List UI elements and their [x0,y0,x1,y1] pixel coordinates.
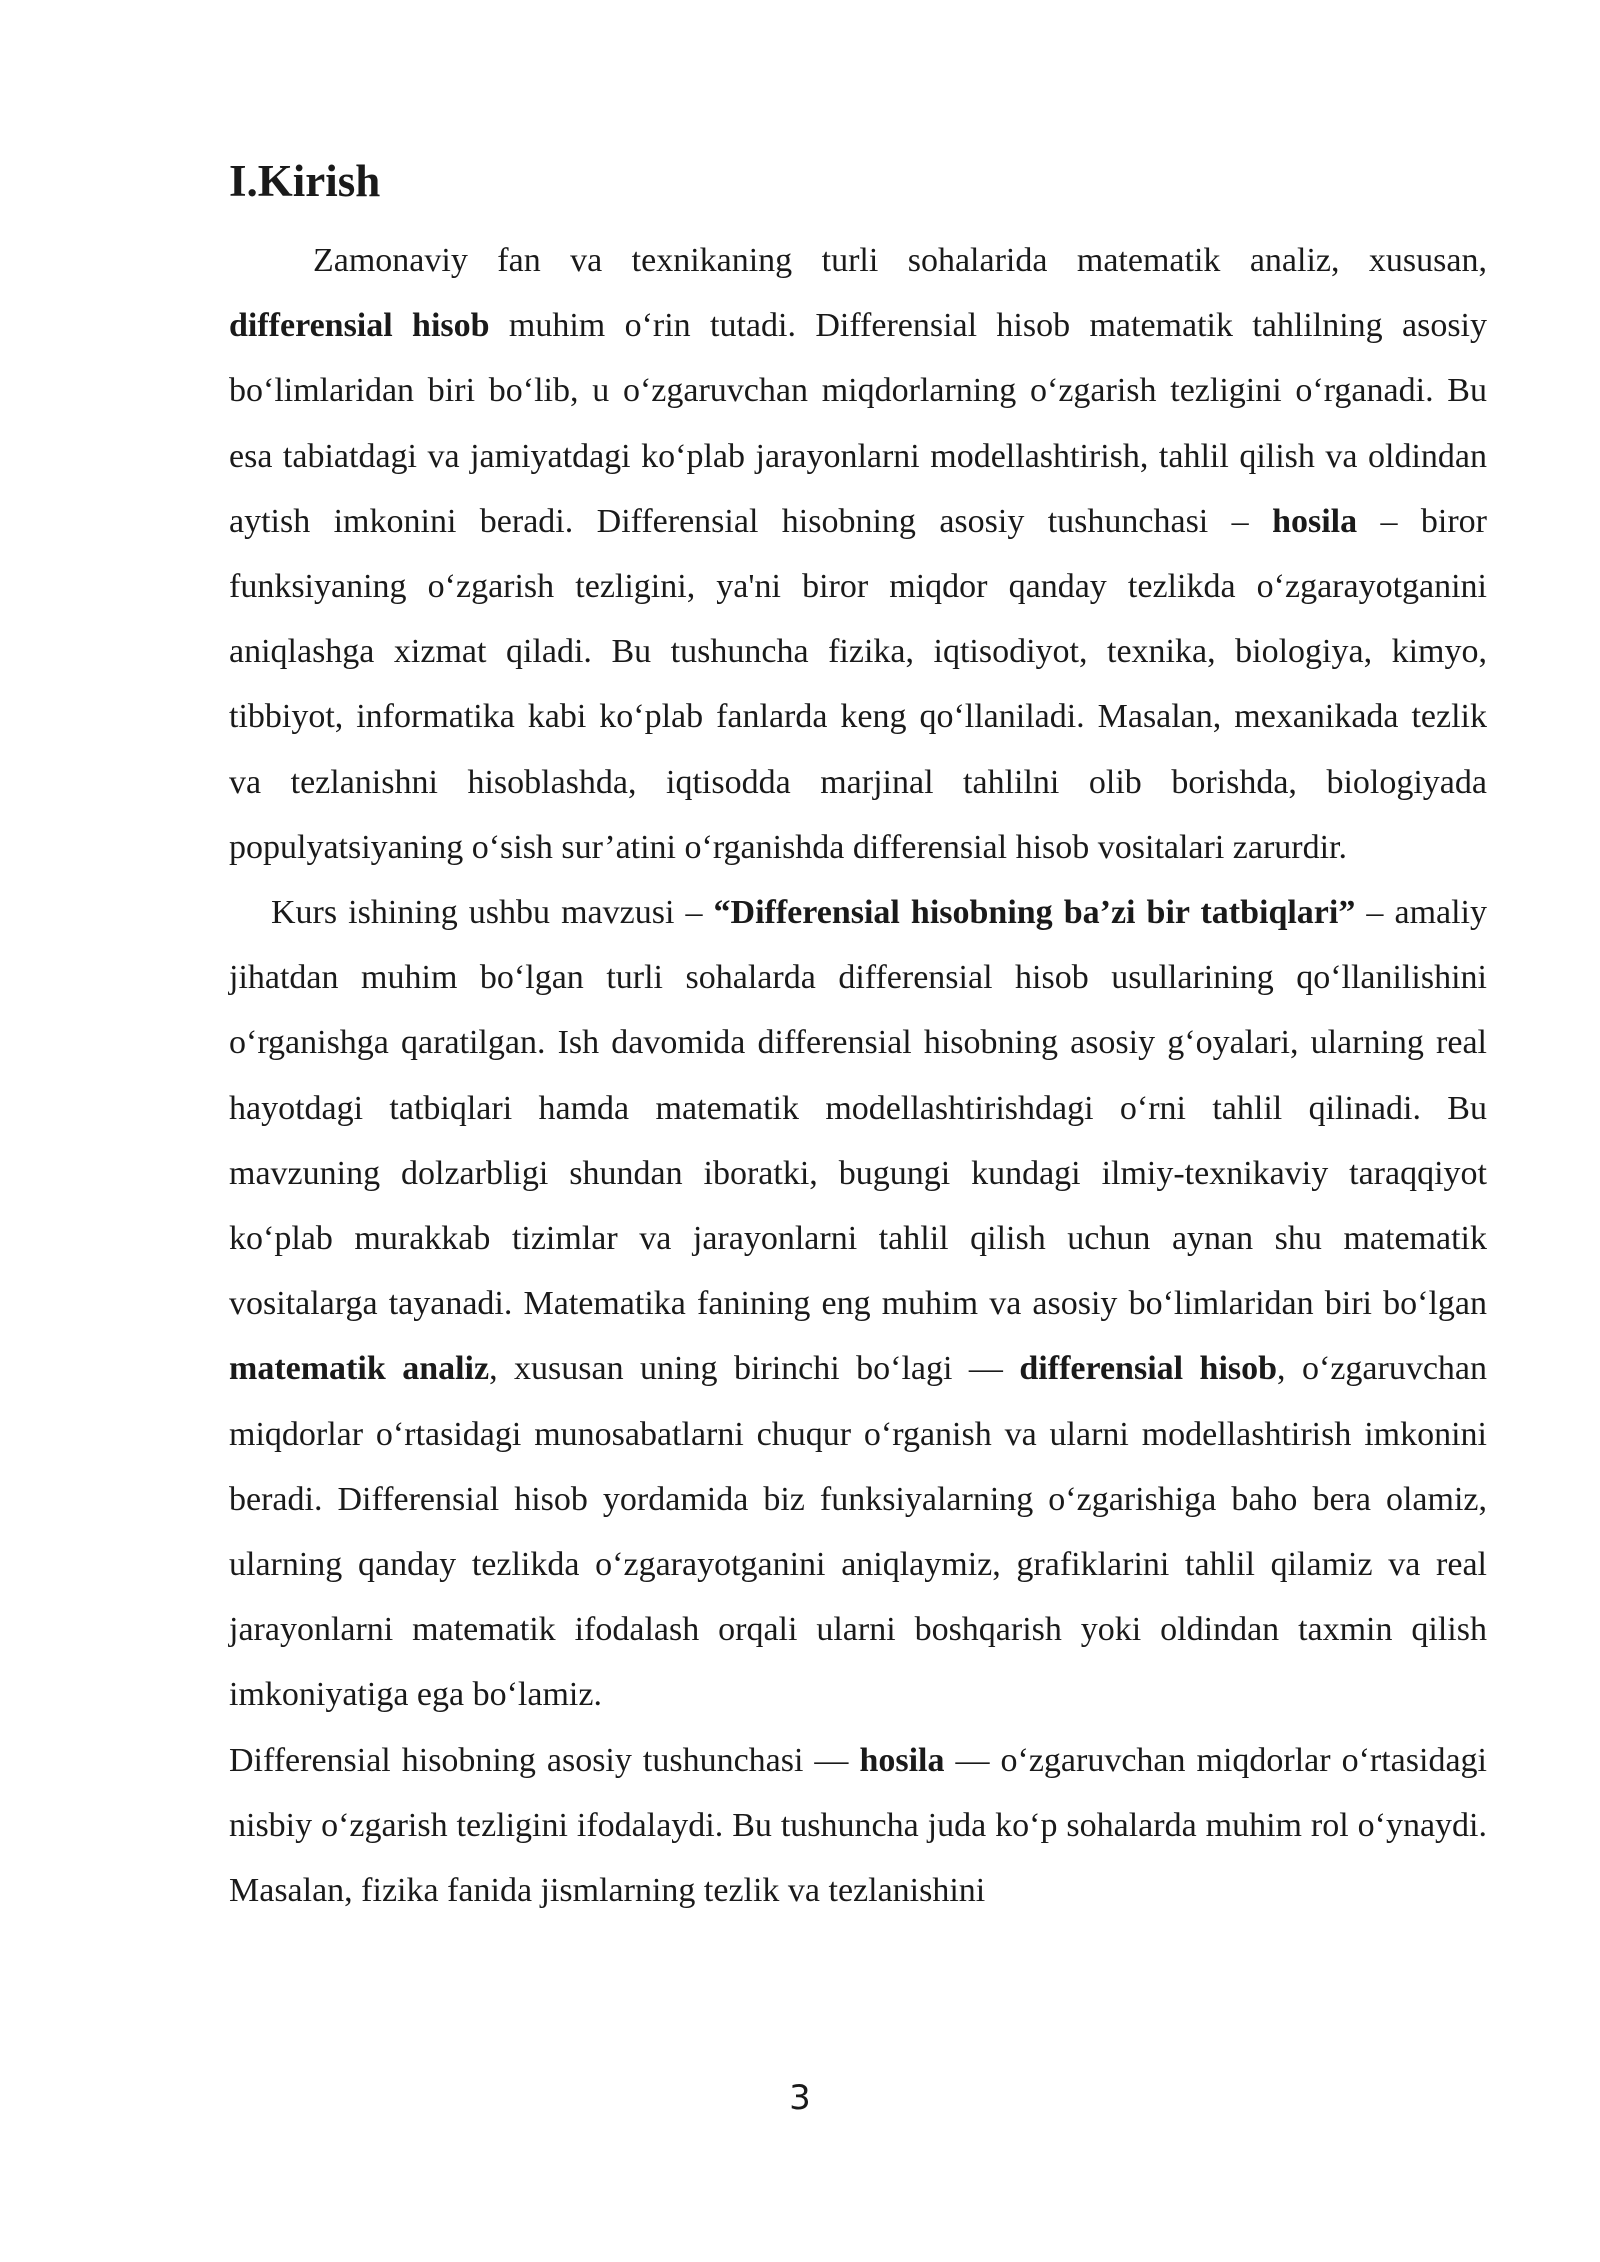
paragraph-introduction [229,228,1487,880]
text-run: Zamonaviy fan va texnikaning turli sohalarida matematik analiz, xususan, [313,242,1487,279]
section-heading: I.Kirish [229,156,381,206]
text-run: – amaliy jihatdan muhim bo‘lgan turli sohalarda differensial hisob usullarining qo‘llanilishini o‘rganishga qaratilgan. Ish davomida differensial hisobning asosiy g‘oyalari, ularning real hayotdagi tatbiqlari hamda matematik modellashtirishdagi o‘rni tahlil qilinadi. Bu mavzuning dolzarbligi shundan iboratki, bugungi kundagi ilmiy-texnikaviy taraqqiyot ko‘plab murakkab tizimlar va jarayonlarni tahlil qilish uchun aynan shu matematik vositalarga tayanadi. Matematika fanining eng muhim va asosiy bo‘limlaridan biri bo‘lgan [229,894,1487,1323]
bold-course-title: “Differensial hisobning ba’zi bir tatbiqlari” [713,894,1356,932]
text-run: Kurs ishining ushbu mavzusi – [271,894,714,932]
bold-term-hosila: hosila [1272,502,1358,540]
bold-term-differensial-hisob: differensial hisob [229,307,490,345]
text-run: Differensial hisobning asosiy tushunchasi — [229,1741,860,1779]
bold-term-matematik-analiz: matematik analiz [229,1350,490,1388]
text-run: muhim o‘rin tutadi. Differensial hisob matematik tahlilning asosiy bo‘limlaridan biri bo‘lib, u o‘zgaruvchan miqdorlarning o‘zgarish tezligini o‘rganadi. Bu esa tabiatdagi va jamiyatdagi ko‘plab jarayonlarni modellashtirish, tahlil qilish va oldindan aytish imkonini beradi. Differensial hisobning asosiy tushunchasi – [229,307,1487,540]
page-number: 3 [789,2078,811,2118]
text-run: – biror funksiyaning o‘zgarish tezligini, ya'ni biror miqdor qanday tezlikda o‘zgarayotganini aniqlashga xizmat qiladi. Bu tushuncha fizika, iqtisodiyot, texnika, biologiya, kimyo, tibbiyot, informatika kabi ko‘plab fanlarda keng qo‘llaniladi. Masalan, mexanikada tezlik va tezlanishni hisoblashda, iqtisodda marjinal tahlilni olib borishda, biologiyada populyatsiyaning o‘sish sur’atini o‘rganishda differensial hisob vositalari zarurdir. [229,502,1487,866]
paragraph-derivative-concept [229,1728,1487,1924]
body-text [229,228,1487,1923]
paragraph-course-topic [229,880,1487,1728]
text-run: , xususan uning birinchi bo‘lagi — [489,1350,1020,1388]
bold-term-differensial-hisob: differensial hisob [1019,1350,1278,1388]
bold-term-hosila: hosila [859,1741,945,1779]
text-run: — o‘zgaruvchan miqdorlar o‘rtasidagi nisbiy o‘zgarish tezligini ifodalaydi. Bu tushuncha juda ko‘p sohalarda muhim rol o‘ynaydi. Masalan, fizika fanida jismlarning tezlik va tezlanishini [229,1741,1487,1910]
text-run: , o‘zgaruvchan miqdorlar o‘rtasidagi munosabatlarni chuqur o‘rganish va ularni modellashtirish imkonini beradi. Differensial hisob yordamida biz funksiyalarning o‘zgarishiga baho bera olamiz, ularning qanday tezlikda o‘zgarayotganini aniqlaymiz, grafiklarini tahlil qilamiz va real jarayonlarni matematik ifodalash orqali ularni boshqarish yoki oldindan taxmin qilish imkoniyatiga ega bo‘lamiz. [229,1350,1488,1714]
